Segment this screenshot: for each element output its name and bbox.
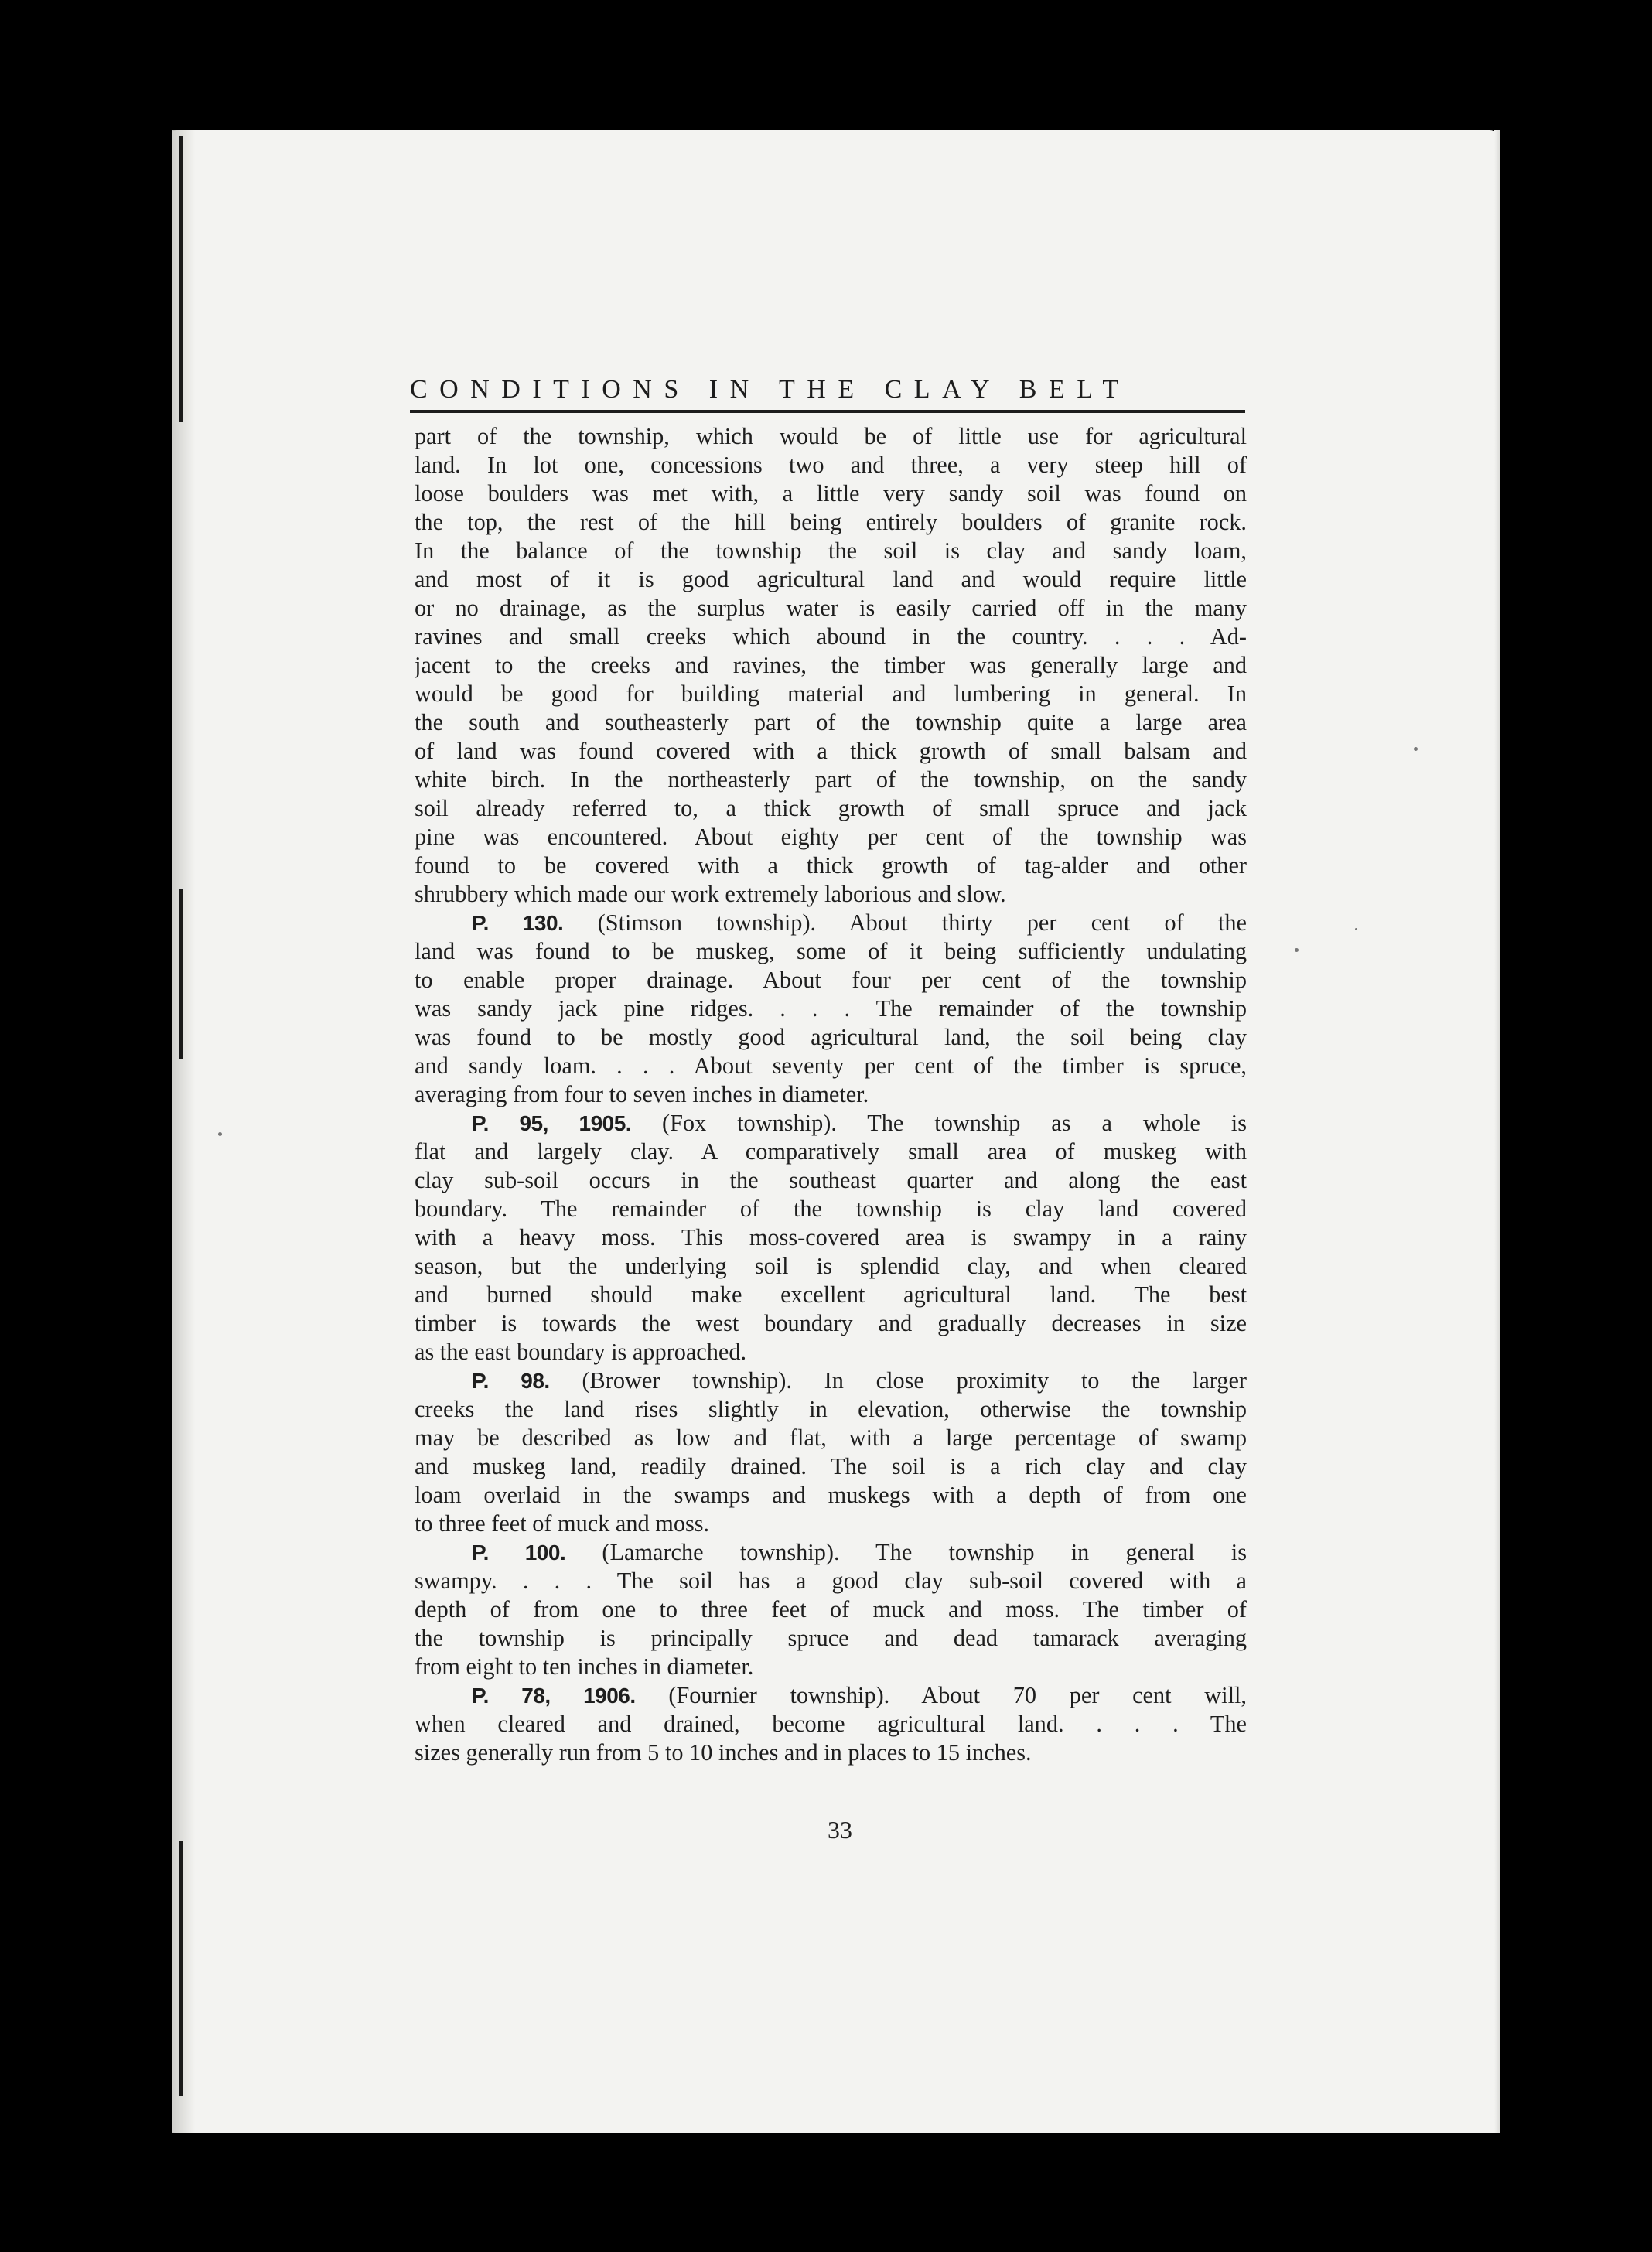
text-line: of land was found covered with a thick growth of small balsam and	[415, 738, 1247, 764]
text-line: as the east boundary is approached.	[415, 1339, 747, 1365]
text-line: creeks the land rises slightly in elevation, otherwise the township	[415, 1396, 1247, 1422]
text-line: jacent to the creeks and ravines, the timber was generally large and	[415, 652, 1247, 678]
report-reference: P. 78, 1906.	[472, 1684, 636, 1708]
page-body-text	[415, 422, 1247, 1767]
page-number: 33	[828, 1816, 852, 1844]
text-line: clay sub-soil occurs in the southeast quarter and along the east	[415, 1167, 1247, 1193]
text-line	[415, 1109, 1247, 1138]
text-line: boundary. The remainder of the township is clay land covered	[415, 1196, 1247, 1222]
text-line: shrubbery which made our work extremely laborious and slow.	[415, 881, 1006, 907]
text-line: averaging from four to seven inches in diameter.	[415, 1081, 869, 1107]
text-line: and muskeg land, readily drained. The soil is a rich clay and clay	[415, 1453, 1247, 1479]
text-run: (Lamarche township). The township in general is	[565, 1539, 1247, 1565]
text-line: or no drainage, as the surplus water is easily carried off in the many	[415, 595, 1247, 621]
scan-speck	[1414, 747, 1418, 751]
text-line: with a heavy moss. This moss-covered area is swampy in a rainy	[415, 1224, 1247, 1251]
text-line: timber is towards the west boundary and gradually decreases in size	[415, 1310, 1247, 1336]
text-run: (Brower township). In close proximity to the larger	[549, 1367, 1247, 1394]
text-line: sizes generally run from 5 to 10 inches and in places to 15 inches.	[415, 1739, 1032, 1766]
text-line: the township is principally spruce and dead tamarack averaging	[415, 1625, 1247, 1651]
text-line: part of the township, which would be of little use for agricultural	[415, 423, 1247, 449]
text-line: depth of from one to three feet of muck and moss. The timber of	[415, 1596, 1247, 1622]
text-line	[415, 1367, 1247, 1395]
text-line: was found to be mostly good agricultural land, the soil being clay	[415, 1024, 1247, 1050]
running-header: CONDITIONS IN THE CLAY BELT	[410, 374, 1245, 413]
text-line: and most of it is good agricultural land and would require little	[415, 566, 1247, 592]
text-line	[415, 1681, 1247, 1710]
text-run: (Fox township). The township as a whole is	[631, 1110, 1247, 1136]
text-run: (Stimson township). About thirty per cent of the	[563, 909, 1247, 936]
text-line: ravines and small creeks which abound in the country. . . . Ad-	[415, 623, 1247, 650]
text-line: the south and southeasterly part of the township quite a large area	[415, 709, 1247, 735]
binding-edge-mark	[179, 1841, 183, 2096]
scan-speck	[1295, 948, 1299, 952]
page-right-edge	[1494, 130, 1500, 2133]
text-line: season, but the underlying soil is splendid clay, and when cleared	[415, 1253, 1247, 1279]
text-line: and sandy loam. . . . About seventy per cent of the timber is spruce,	[415, 1053, 1247, 1079]
text-line: to three feet of muck and moss.	[415, 1510, 710, 1537]
page-binding-shadow	[172, 130, 195, 2133]
text-line: from eight to ten inches in diameter.	[415, 1653, 754, 1680]
text-line: pine was encountered. About eighty per cent of the township was	[415, 824, 1247, 850]
text-line: to enable proper drainage. About four per cent of the township	[415, 967, 1247, 993]
text-line: when cleared and drained, become agricultural land. . . . The	[415, 1711, 1247, 1737]
text-line: white birch. In the northeasterly part of the township, on the sandy	[415, 766, 1247, 793]
text-line: flat and largely clay. A comparatively small area of muskeg with	[415, 1138, 1247, 1165]
text-line: the top, the rest of the hill being entirely boulders of granite rock.	[415, 509, 1247, 535]
text-line: land. In lot one, concessions two and three, a very steep hill of	[415, 452, 1247, 478]
text-line: swampy. . . . The soil has a good clay sub-soil covered with a	[415, 1568, 1247, 1594]
text-line: land was found to be muskeg, some of it being sufficiently undulating	[415, 938, 1247, 964]
text-line: and burned should make excellent agricultural land. The best	[415, 1281, 1247, 1308]
binding-edge-mark	[179, 136, 183, 422]
text-run: (Fournier township). About 70 per cent will,	[635, 1682, 1247, 1708]
report-reference: P. 100.	[472, 1541, 566, 1564]
binding-edge-mark	[179, 889, 183, 1059]
text-line: soil already referred to, a thick growth of small spruce and jack	[415, 795, 1247, 821]
text-line	[415, 1538, 1247, 1567]
text-line: loose boulders was met with, a little very sandy soil was found on	[415, 480, 1247, 507]
text-line: may be described as low and flat, with a large percentage of swamp	[415, 1425, 1247, 1451]
report-reference: P. 98.	[472, 1369, 550, 1393]
text-line: In the balance of the township the soil is clay and sandy loam,	[415, 537, 1247, 564]
text-line	[415, 909, 1247, 937]
text-line: found to be covered with a thick growth of tag-alder and other	[415, 852, 1247, 879]
scan-speck	[218, 1132, 222, 1136]
report-reference: P. 95, 1905.	[472, 1111, 632, 1135]
text-line: was sandy jack pine ridges. . . . The remainder of the township	[415, 995, 1247, 1022]
text-line: loam overlaid in the swamps and muskegs with a depth of from one	[415, 1482, 1247, 1508]
report-reference: P. 130.	[472, 911, 564, 935]
text-line: would be good for building material and lumbering in general. In	[415, 681, 1247, 707]
scan-speck	[1355, 928, 1357, 930]
